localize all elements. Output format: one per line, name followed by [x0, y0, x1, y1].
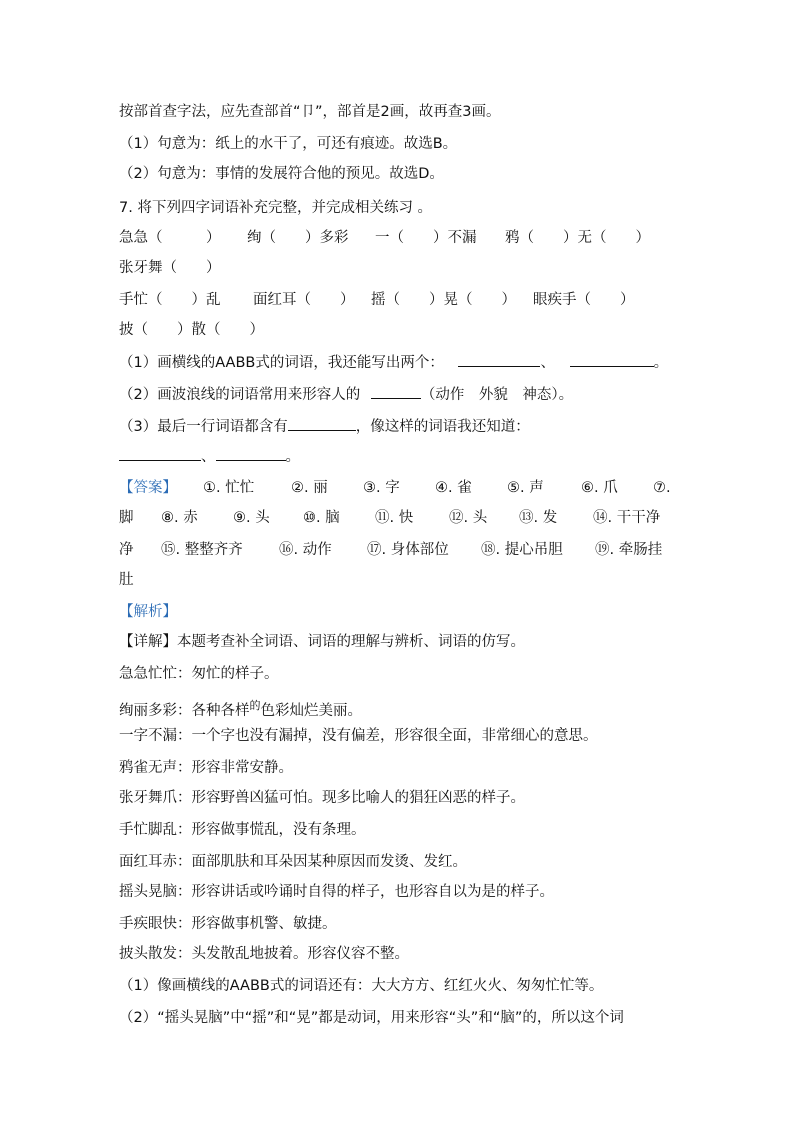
answer-item: 脚 — [119, 510, 134, 526]
answer-blank — [288, 416, 356, 431]
text-segment: 色彩灿烂美丽。 — [260, 703, 362, 719]
answer-blank — [216, 446, 286, 461]
text-line: （1）句意为：纸上的水干了，可还有痕迹。故选B。 — [119, 136, 458, 152]
answer-item: ⑥. 爪 — [581, 480, 618, 496]
text-segment: 的 — [249, 699, 261, 712]
question-text: （动作 外貌 神态）。 — [420, 387, 574, 403]
answer-blank — [371, 384, 421, 399]
question-text: （2）画波浪线的词语常用来形容人的 — [119, 387, 361, 403]
answer-item: ④. 雀 — [435, 480, 472, 496]
text-line: （2）句意为：事情的发展符合他的预见。故选D。 — [119, 166, 444, 182]
text-line: 按部首查字法，应先查部首“卩”，部首是2画，故再查3画。 — [119, 104, 501, 120]
fill-item: 急急（ ） — [119, 230, 221, 246]
separator: 。 — [285, 449, 300, 465]
answer-item: ⑲. 牵肠挂 — [595, 542, 663, 558]
question-text: （3）最后一行词语都含有 — [119, 419, 288, 435]
question-title: 7. 将下列四字词语补充完整，并完成相关练习 。 — [119, 200, 433, 216]
answer-item: ⑭. 干干净 — [593, 510, 661, 526]
answer-blank — [570, 352, 654, 367]
separator: 、 — [540, 355, 555, 371]
answer-blank — [458, 352, 540, 367]
answer-item: 净 — [119, 542, 134, 558]
text-line: 手忙脚乱：形容做事慌乱，没有条理。 — [119, 822, 366, 838]
fill-item: 眼疾手（ ） — [533, 292, 635, 308]
answer-item: ⑪. 快 — [375, 510, 414, 526]
text-line — [119, 416, 530, 436]
text-line: （2）“摇头晃脑”中“摇”和“晃”都是动词，用来形容“头”和“脑”的，所以这个词 — [119, 1010, 624, 1026]
text-line — [119, 352, 668, 372]
fill-item: 手忙（ ）乱 — [119, 292, 221, 308]
answer-item: ②. 丽 — [291, 480, 328, 496]
answer-item: ⑧. 赤 — [161, 510, 198, 526]
question-text: （1）画横线的AABB式的词语，我还能写出两个： — [119, 355, 444, 371]
text-line: 【详解】本题考查补全词语、词语的理解与辨析、词语的仿写。 — [119, 634, 525, 650]
text-line: 张牙舞爪：形容野兽凶猛可怕。现多比喻人的猖狂凶恶的样子。 — [119, 790, 525, 806]
text-line — [119, 384, 573, 404]
separator: 。 — [653, 355, 669, 371]
answer-row: 肚 — [119, 572, 134, 588]
fill-blank-row: 披（ ）散（ ） — [119, 322, 264, 338]
answer-item: ⑦. — [653, 480, 671, 496]
fill-item: 一（ ）不漏 — [375, 230, 477, 246]
text-line: 一字不漏：一个字也没有漏掉，没有偏差，形容很全面，非常细心的意思。 — [119, 728, 598, 744]
text-line: （1）像画横线的AABB式的词语还有：大大方方、红红火火、匆匆忙忙等。 — [119, 978, 604, 994]
answer-item: ⑬. 发 — [519, 510, 558, 526]
analysis-label: 【解析】 — [119, 604, 177, 620]
answer-item: ⑯. 动作 — [279, 542, 332, 558]
fill-item: 鸦（ ）无（ ） — [505, 230, 650, 246]
answer-item: ⑩. 脑 — [303, 510, 340, 526]
text-line: 手疾眼快：形容做事机警、敏捷。 — [119, 916, 337, 932]
fill-item: 绚（ ）多彩 — [247, 230, 349, 246]
text-line: 披头散发：头发散乱地披着。形容仪容不整。 — [119, 946, 409, 962]
answer-item: ⑱. 提心吊胆 — [481, 542, 563, 558]
fill-item: 面红耳（ ） — [253, 292, 355, 308]
text-line: 急急忙忙：匆忙的样子。 — [119, 666, 279, 682]
separator: 、 — [201, 449, 216, 465]
answer-item: ⑨. 头 — [233, 510, 270, 526]
text-line: 面红耳赤：面部肌肤和耳朵因某种原因而发烫、发红。 — [119, 854, 467, 870]
text-line — [119, 696, 362, 719]
answer-item: ⑤. 声 — [507, 480, 544, 496]
answer-blank — [119, 446, 201, 461]
text-line: 摇头晃脑：形容讲话或吟诵时自得的样子，也形容自以为是的样子。 — [119, 884, 554, 900]
answer-item: ⑰. 身体部位 — [367, 542, 449, 558]
answer-label: 【答案】 — [119, 480, 177, 496]
fill-blank-row: 张牙舞（ ） — [119, 260, 221, 276]
answer-item: ①. 忙忙 — [203, 480, 255, 496]
answer-item: ⑮. 整整齐齐 — [161, 542, 243, 558]
text-line: 鸦雀无声：形容非常安静。 — [119, 760, 293, 776]
fill-item: 摇（ ）晃（ ） — [371, 292, 516, 308]
answer-item: ⑫. 头 — [449, 510, 488, 526]
question-text: ，像这样的词语我还知道： — [355, 419, 530, 435]
text-segment: 绚丽多彩：各种各样 — [119, 703, 250, 719]
text-line — [119, 446, 300, 466]
answer-item: ③. 字 — [363, 480, 400, 496]
